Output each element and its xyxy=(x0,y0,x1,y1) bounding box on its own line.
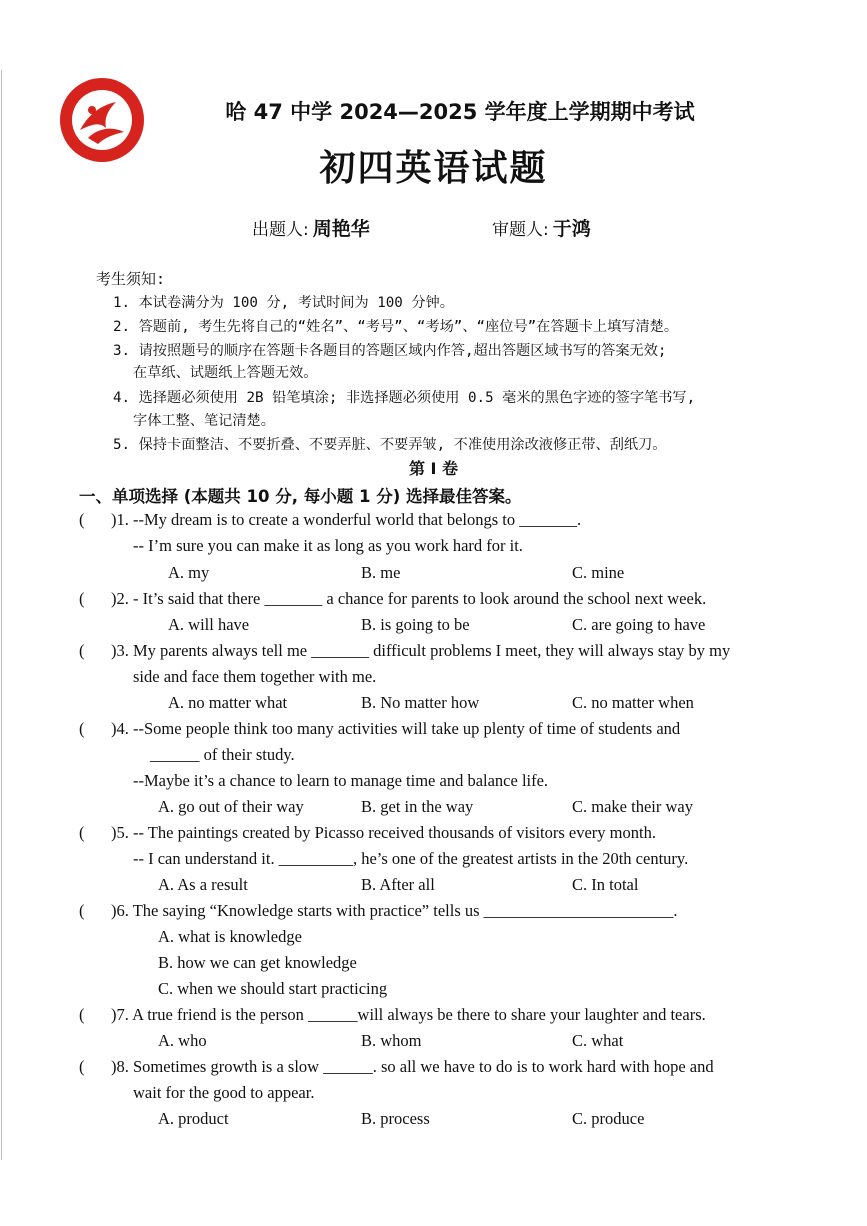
notice-item: 1. 本试卷满分为 100 分, 考试时间为 100 分钟。 xyxy=(113,295,454,311)
question-reviewer xyxy=(492,214,591,241)
exam-title: 哈 47 中学 2024—2025 学年度上学期期中考试 xyxy=(225,100,695,124)
option-b: B. No matter how xyxy=(361,693,480,712)
answer-paren: ( xyxy=(79,719,85,738)
option-c: C. make their way xyxy=(572,797,693,816)
question-line: wait for the good to appear. xyxy=(133,1083,315,1102)
question-setter xyxy=(252,214,370,241)
volume-title: 第 I 卷 xyxy=(408,459,459,478)
notice-item: 3. 请按照题号的顺序在答题卡各题目的答题区域内作答,超出答题区域书写的答案无效; xyxy=(113,343,667,359)
option-c: C. no matter when xyxy=(572,693,694,712)
notice-item: 5. 保持卡面整洁、不要折叠、不要弄脏、不要弄皱, 不准使用涂改液修正带、刮纸刀。 xyxy=(113,437,667,453)
option-c: C. when we should start practicing xyxy=(158,979,388,998)
option-b: B. whom xyxy=(361,1031,422,1050)
option-a: A. will have xyxy=(168,615,250,634)
question-stem: )6. The saying “Knowledge starts with practice” tells us _______________________. xyxy=(111,901,678,920)
option-c: C. produce xyxy=(572,1109,645,1128)
question-stem: )1. --My dream is to create a wonderful world that belongs to _______. xyxy=(111,510,582,529)
question-stem: )4. --Some people think too many activities will take up plenty of time of students and xyxy=(111,719,681,738)
option-c: C. mine xyxy=(572,563,625,582)
reviewer-label: 审题人: xyxy=(492,220,549,240)
question-stem: )8. Sometimes growth is a slow ______. so all we have to do is to work hard with hope and xyxy=(111,1057,714,1076)
setter-label: 出题人: xyxy=(252,220,309,240)
option-a: A. As a result xyxy=(158,875,248,894)
question-line: ______ of their study. xyxy=(150,745,295,764)
option-b: B. process xyxy=(361,1109,430,1128)
option-c: C. In total xyxy=(572,875,639,894)
question-line: -- I’m sure you can make it as long as you work hard for it. xyxy=(133,536,523,555)
option-c: C. what xyxy=(572,1031,624,1050)
question-stem: )5. -- The paintings created by Picasso received thousands of visitors every month. xyxy=(111,823,656,842)
option-b: B. After all xyxy=(361,875,435,894)
option-a: A. go out of their way xyxy=(158,797,304,816)
option-a: A. my xyxy=(168,563,210,582)
option-b: B. me xyxy=(361,563,401,582)
option-b: B. get in the way xyxy=(361,797,474,816)
question-line: side and face them together with me. xyxy=(133,667,377,686)
question-line: --Maybe it’s a chance to learn to manage time and balance life. xyxy=(133,771,549,790)
section-title: 一、单项选择 (本题共 10 分, 每小题 1 分) 选择最佳答案。 xyxy=(79,487,522,506)
answer-paren: ( xyxy=(79,1057,85,1076)
option-b: B. is going to be xyxy=(361,615,470,634)
page-edge-line xyxy=(1,70,2,1160)
reviewer-name: 于鸿 xyxy=(552,218,591,240)
notice-item: 2. 答题前, 考生先将自己的“姓名”、“考号”、“考场”、“座位号”在答题卡上填写清楚。 xyxy=(113,319,679,335)
notice-item: 字体工整、笔记清楚。 xyxy=(133,413,275,429)
answer-paren: ( xyxy=(79,901,85,920)
option-a: A. product xyxy=(158,1109,229,1128)
notice-heading: 考生须知: xyxy=(96,270,166,288)
answer-paren: ( xyxy=(79,823,85,842)
notice-item: 4. 选择题必须使用 2B 铅笔填涂; 非选择题必须使用 0.5 毫米的黑色字迹的签字笔书写, xyxy=(113,390,696,406)
answer-paren: ( xyxy=(79,510,85,529)
option-a: A. who xyxy=(158,1031,207,1050)
option-a: A. what is knowledge xyxy=(158,927,302,946)
subject-title: 初四英语试题 xyxy=(319,148,548,189)
question-line: -- I can understand it. _________, he’s one of the greatest artists in the 20th century. xyxy=(133,849,689,868)
option-c: C. are going to have xyxy=(572,615,706,634)
answer-paren: ( xyxy=(79,589,85,608)
notice-item: 在草纸、试题纸上答题无效。 xyxy=(133,365,318,381)
question-stem: )3. My parents always tell me _______ difficult problems I meet, they will always stay by my xyxy=(111,641,731,660)
question-stem: )7. A true friend is the person ______will always be there to share your laughter and tears. xyxy=(111,1005,706,1024)
option-a: A. no matter what xyxy=(168,693,288,712)
setter-name: 周艳华 xyxy=(312,218,370,240)
question-stem: )2. - It’s said that there _______ a chance for parents to look around the school next week. xyxy=(111,589,707,608)
answer-paren: ( xyxy=(79,641,85,660)
answer-paren: ( xyxy=(79,1005,85,1024)
option-b: B. how we can get knowledge xyxy=(158,953,357,972)
